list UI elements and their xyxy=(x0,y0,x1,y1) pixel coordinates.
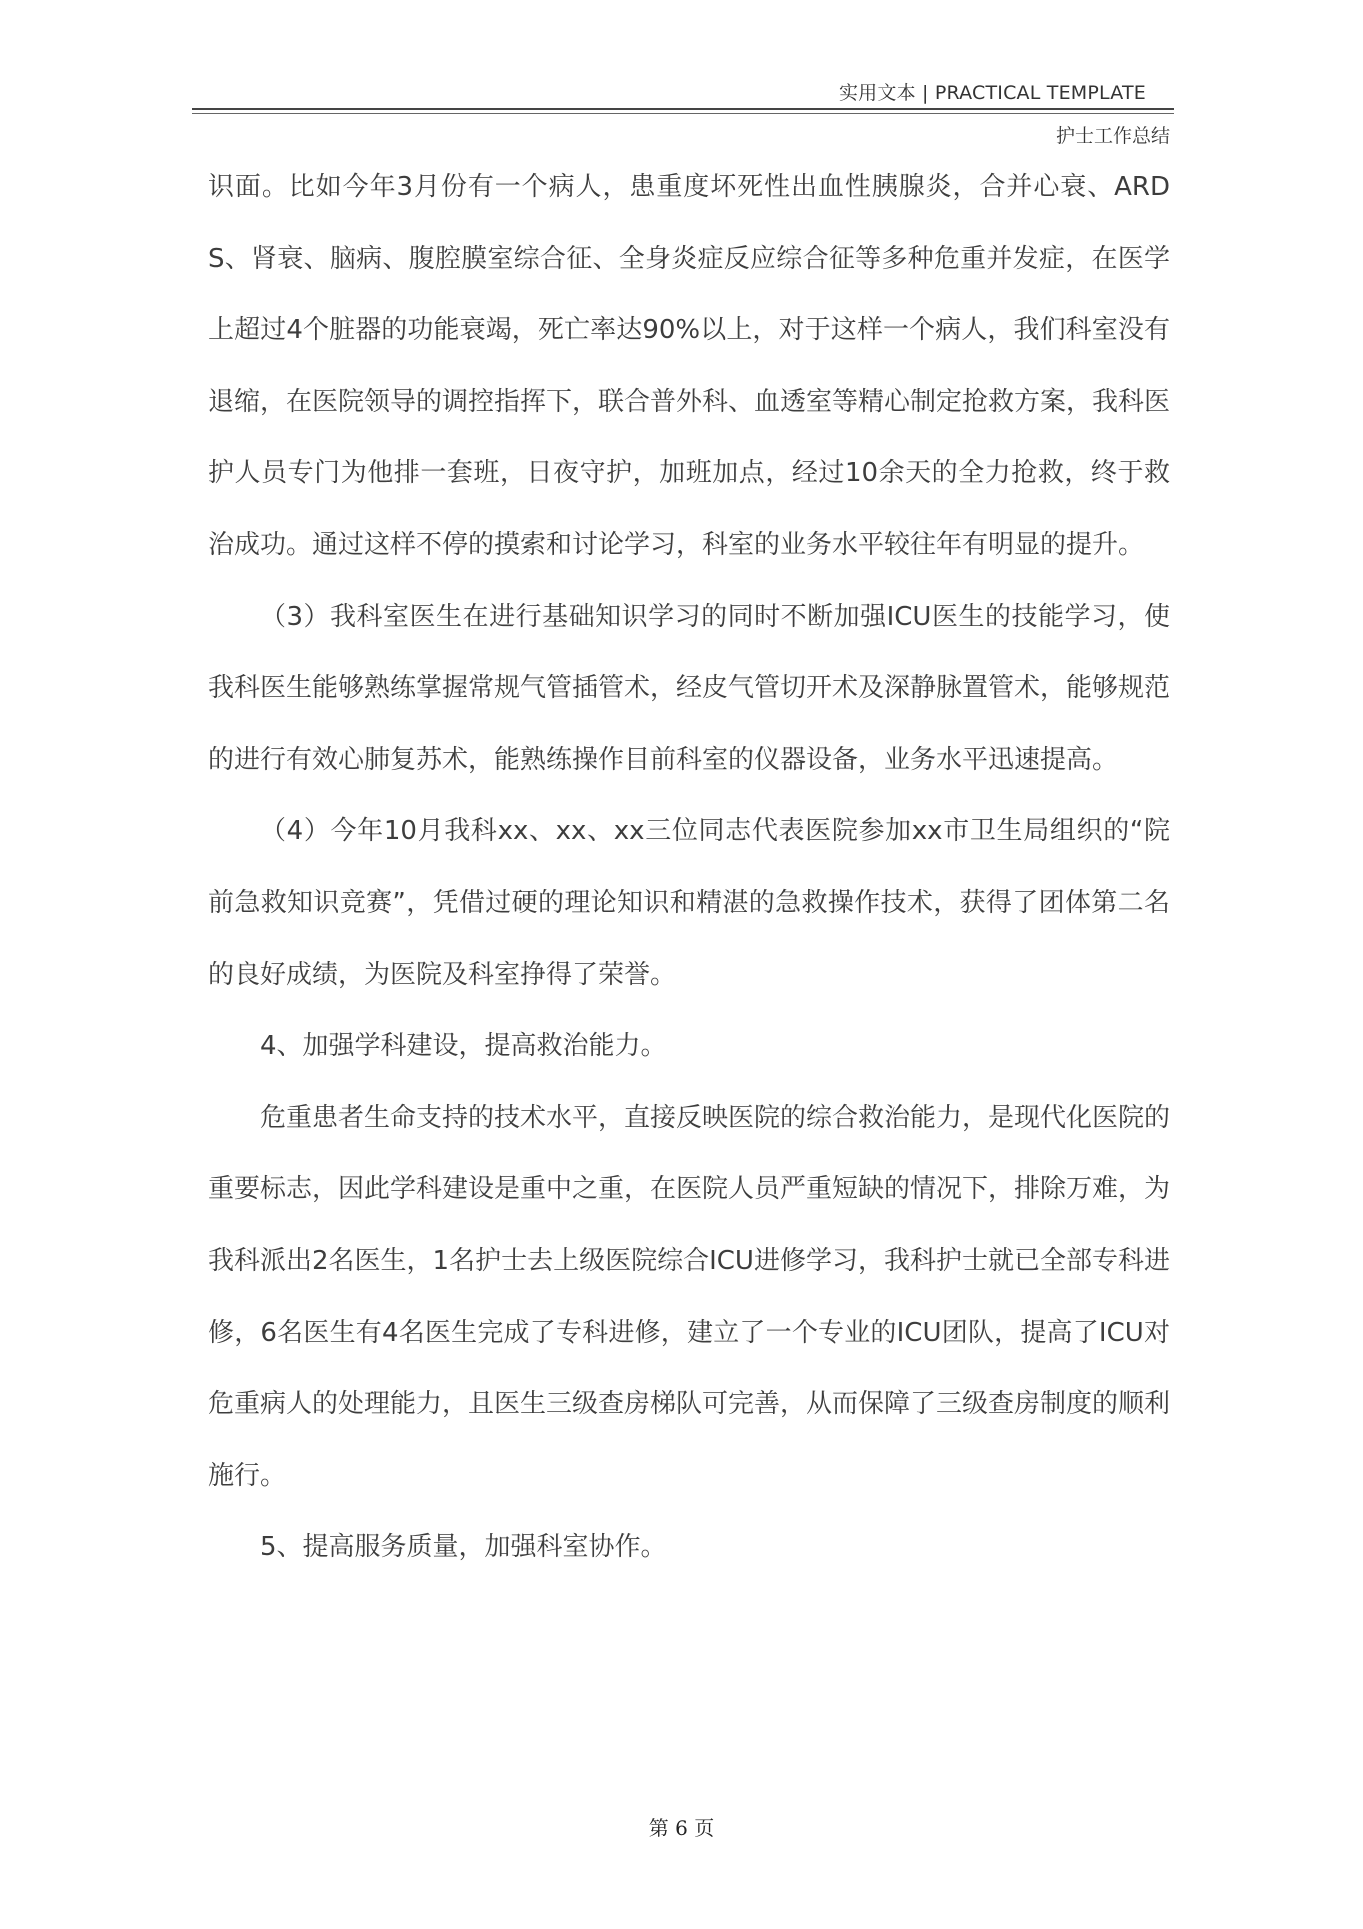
header-divider-thin xyxy=(192,113,1174,114)
section-heading-4: 4、加强学科建设，提高救治能力。 xyxy=(260,1031,667,1062)
document-subtitle: 护士工作总结 xyxy=(1055,125,1170,147)
page-number: 第 6 页 xyxy=(648,1816,715,1840)
paragraph-2: （3）我科室医生在进行基础知识学习的同时不断加强ICU医生的技能学习，使我科医生能够熟练掌握常规气管插管术，经皮气管切开术及深静脉置管术，能够规范的进行有效心肺复苏术，能熟练操作目前科室的仪器设备，业务水平迅速提高。 xyxy=(208,601,1171,775)
paragraph-1: 识面。比如今年3月份有一个病人，患重度坏死性出血性胰腺炎，合并心衰、ARDS、肾衰、脑病、腹腔膜室综合征、全身炎症反应综合征等多种危重并发症，在医学上超过4个脏器的功能衰竭，死亡率达90%以上，对于这样一个病人，我们科室没有退缩，在医院领导的调控指挥下，联合普外科、血透室等精心制定抢救方案，我科医护人员专门为他排一套班，日夜守护，加班加点，经过10余天的全力抢救，终于救治成功。通过这样不停的摸索和讨论学习，科室的业务水平较往年有明显的提升。 xyxy=(208,172,1171,560)
paragraph-3: （4）今年10月我科xx、xx、xx三位同志代表医院参加xx市卫生局组织的“院前急救知识竞赛”，凭借过硬的理论知识和精湛的急救操作技术，获得了团体第二名的良好成绩，为医院及科室挣得了荣誉。 xyxy=(208,816,1170,990)
document-body xyxy=(208,152,1170,1584)
header-divider xyxy=(192,108,1174,110)
header-brand-text: 实用文本 | PRACTICAL TEMPLATE xyxy=(838,82,1146,104)
paragraph-5: 危重患者生命支持的技术水平，直接反映医院的综合救治能力，是现代化医院的重要标志，因此学科建设是重中之重，在医院人员严重短缺的情况下，排除万难，为我科派出2名医生，1名护士去上级医院综合ICU进修学习，我科护士就已全部专科进修，6名医生有4名医生完成了专科进修，建立了一个专业的ICU团队，提高了ICU对危重病人的处理能力，且医生三级查房梯队可完善，从而保障了三级查房制度的顺利施行。 xyxy=(208,1102,1171,1491)
section-heading-5: 5、提高服务质量，加强科室协作。 xyxy=(260,1532,667,1563)
